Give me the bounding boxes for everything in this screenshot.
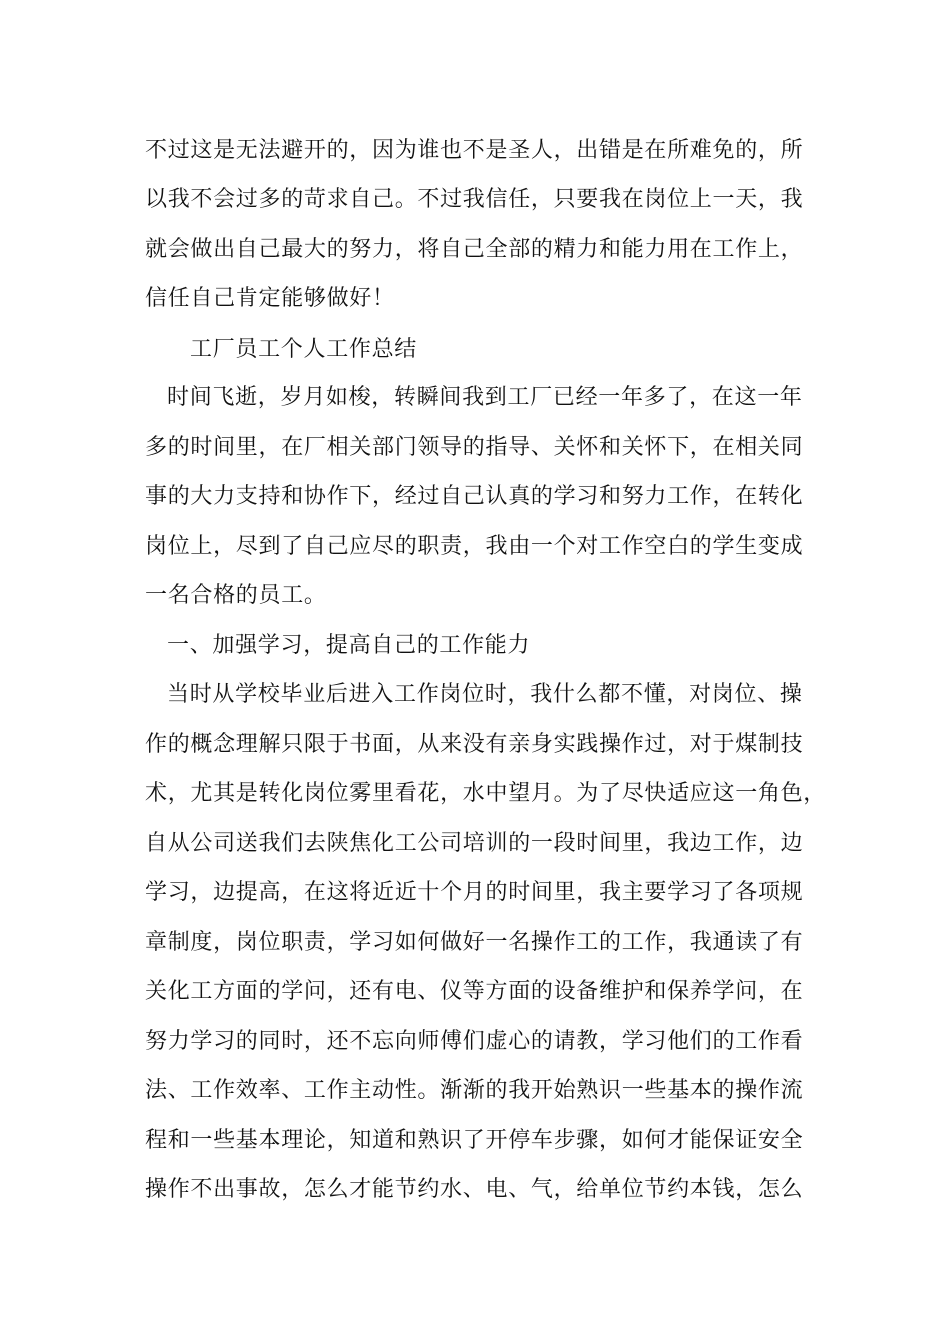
body-text-line: 法、工作效率、工作主动性。渐渐的我开始熟识一些基本的操作流 [145, 1078, 804, 1103]
body-text-line: 事的大力支持和协作下，经过自己认真的学习和努力工作，在转化 [145, 484, 804, 509]
body-text-line: 一名合格的员工。 [145, 583, 327, 608]
body-text-line: 作的概念理解只限于书面，从来没有亲身实践操作过，对于煤制技 [145, 732, 804, 757]
body-text-line: 关化工方面的学问，还有电、仪等方面的设备维护和保养学问，在 [145, 979, 804, 1004]
body-text-line: 时间飞逝，岁月如梭，转瞬间我到工厂已经一年多了，在这一年 [167, 385, 803, 410]
body-text-line: 多的时间里，在厂相关部门领导的指导、关怀和关怀下，在相关同 [145, 435, 804, 460]
body-text-line: 章制度，岗位职责，学习如何做好一名操作工的工作，我通读了有 [145, 930, 804, 955]
body-text-line: 学习，边提高，在这将近近十个月的时间里，我主要学习了各项规 [145, 880, 804, 905]
body-text-line: 以我不会过多的苛求自己。不过我信任，只要我在岗位上一天，我 [145, 187, 804, 212]
body-text-line: 信任自己肯定能够做好！ [145, 286, 395, 311]
body-text-line: 术，尤其是转化岗位雾里看花，水中望月。为了尽快适应这一角色， [145, 781, 827, 806]
body-text-line: 岗位上，尽到了自己应尽的职责，我由一个对工作空白的学生变成 [145, 534, 804, 559]
section-title: 工厂员工个人工作总结 [190, 337, 418, 362]
section-heading: 一、加强学习，提高自己的工作能力 [167, 633, 531, 658]
body-text-line: 当时从学校毕业后进入工作岗位时，我什么都不懂，对岗位、操 [167, 682, 803, 707]
body-text-line: 自从公司送我们去陕焦化工公司培训的一段时间里，我边工作，边 [145, 831, 804, 856]
body-text-line: 不过这是无法避开的，因为谁也不是圣人，出错是在所难免的，所 [145, 138, 804, 163]
body-text-line: 努力学习的同时，还不忘向师傅们虚心的请教，学习他们的工作看 [145, 1029, 804, 1054]
body-text-line: 操作不出事故，怎么才能节约水、电、气，给单位节约本钱，怎么 [145, 1177, 804, 1202]
body-text-line: 就会做出自己最大的努力，将自己全部的精力和能力用在工作上， [145, 237, 804, 262]
body-text-line: 程和一些基本理论，知道和熟识了开停车步骤，如何才能保证安全 [145, 1128, 804, 1153]
